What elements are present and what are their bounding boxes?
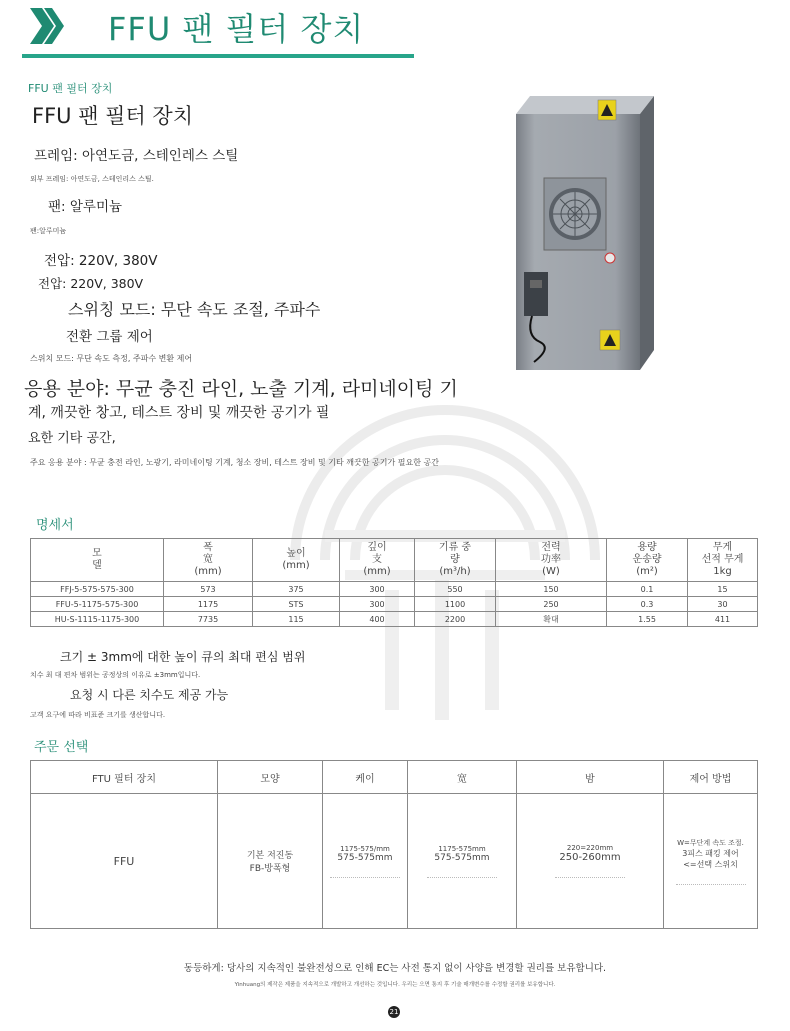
cell-depth: 400 bbox=[340, 612, 415, 627]
order-col-control: 제어 방법 bbox=[664, 761, 758, 794]
spec-col-depth: 깊이 支 (mm) bbox=[340, 539, 415, 582]
ffu-unit-image bbox=[508, 92, 670, 374]
order-col-width: 宽 bbox=[408, 761, 517, 794]
cell-model: HU-S-1115-1175-300 bbox=[31, 612, 164, 627]
intro-heading: FFU 팬 필터 장치 bbox=[32, 104, 193, 128]
cell-capacity: 0.3 bbox=[607, 597, 688, 612]
spec-voltage-2: 전압: 220V, 380V bbox=[38, 276, 144, 291]
cell-height: STS bbox=[253, 597, 340, 612]
cell-model: FFU-5-1175-575-300 bbox=[31, 597, 164, 612]
cell-height: 115 bbox=[253, 612, 340, 627]
height-option-1: 220=220mm bbox=[566, 844, 614, 852]
control-option-1: W=무단계 속도 조절. bbox=[677, 838, 744, 847]
width-option-1: 1175-575mm bbox=[438, 844, 486, 853]
custom-size-note: 요청 시 다른 치수도 제공 가능 bbox=[70, 688, 229, 702]
cell-width: 7735 bbox=[164, 612, 253, 627]
chevron-right-icon bbox=[28, 6, 68, 46]
order-col-unit: FTU 필터 장치 bbox=[31, 761, 218, 794]
spec-col-weight: 무게 선적 무게 1kg bbox=[688, 539, 758, 582]
cell-depth: 300 bbox=[340, 597, 415, 612]
cell-power: 250 bbox=[496, 597, 607, 612]
custom-size-note-small: 고객 요구에 따라 비표준 크기를 생산합니다. bbox=[30, 711, 166, 719]
footer-notice: 동등하게: 당사의 지속적인 불완전성으로 인해 EC는 사전 통지 없이 사양을 변경할 권리를 보유합니다. bbox=[183, 963, 607, 974]
cell-width: 1175 bbox=[164, 597, 253, 612]
order-col-height: 밤 bbox=[517, 761, 664, 794]
length-option-2: 575-575mm bbox=[337, 852, 393, 863]
order-header-row bbox=[31, 761, 758, 794]
spec-table bbox=[30, 538, 758, 627]
order-col-shape: 모양 bbox=[218, 761, 323, 794]
order-cell-shape bbox=[218, 794, 323, 929]
order-section-title: 주문 선택 bbox=[34, 740, 89, 755]
spec-col-width: 폭 宽 (mm) bbox=[164, 539, 253, 582]
order-col-length: 케이 bbox=[323, 761, 408, 794]
table-row bbox=[31, 794, 758, 929]
spec-fan-small: 팬:알루미늄 bbox=[30, 227, 67, 235]
title-divider bbox=[22, 54, 414, 58]
cell-weight: 30 bbox=[688, 597, 758, 612]
tolerance-note: 크기 ± 3mm에 대한 높이 큐의 최대 편심 범위 bbox=[60, 650, 306, 664]
cell-power: 확대 bbox=[496, 612, 607, 627]
divider bbox=[555, 877, 625, 878]
usage-line-3: 요한 기타 공간, bbox=[28, 431, 116, 446]
cell-airflow: 1100 bbox=[415, 597, 496, 612]
table-row bbox=[31, 597, 758, 612]
spec-switch-mode: 스위칭 모드: 무단 속도 조절, 주파수 bbox=[68, 300, 321, 319]
cell-capacity: 0.1 bbox=[607, 582, 688, 597]
footer-notice-small: Yinhuang의 제작은 제품을 지속적으로 개발하고 개선하는 것입니다. 우리는 으면 통지 후 기술 매개변수를 수정할 권리를 보유합니다. bbox=[234, 982, 556, 988]
cell-airflow: 550 bbox=[415, 582, 496, 597]
usage-line-2: 계, 깨끗한 창고, 테스트 장비 및 깨끗한 공기가 필 bbox=[28, 405, 330, 421]
control-option-2: 3피스 패킹 제어 bbox=[682, 848, 739, 858]
width-option-2: 575-575mm bbox=[434, 852, 490, 863]
length-option-1: 1175-575/mm bbox=[340, 844, 390, 853]
spec-col-height: 높이 (mm) bbox=[253, 539, 340, 582]
spec-col-power: 전력 功率 (W) bbox=[496, 539, 607, 582]
spec-frame: 프레임: 아연도금, 스테인레스 스틸 bbox=[34, 148, 239, 164]
order-cell-length bbox=[323, 794, 408, 929]
spec-col-model: 모 델 bbox=[31, 539, 164, 582]
table-row bbox=[31, 582, 758, 597]
order-cell-height bbox=[517, 794, 664, 929]
spec-switch-mode-2: 전환 그룹 제어 bbox=[66, 329, 153, 345]
cell-height: 375 bbox=[253, 582, 340, 597]
control-option-3: <=선택 스위치 bbox=[683, 859, 738, 869]
cell-weight: 411 bbox=[688, 612, 758, 627]
shape-option-basic: 기본 저진동 bbox=[246, 851, 294, 861]
cell-capacity: 1.55 bbox=[607, 612, 688, 627]
table-row bbox=[31, 612, 758, 627]
page-number: 21 bbox=[389, 1008, 399, 1016]
spec-fan: 팬: 알루미늄 bbox=[48, 199, 123, 215]
spec-header-row bbox=[31, 539, 758, 582]
cell-airflow: 2200 bbox=[415, 612, 496, 627]
spec-voltage: 전압: 220V, 380V bbox=[44, 253, 158, 269]
cell-depth: 300 bbox=[340, 582, 415, 597]
order-cell-width bbox=[408, 794, 517, 929]
height-option-2: 250-260mm bbox=[559, 852, 621, 863]
spec-frame-small: 외부 프레임: 아연도금, 스테인리스 스틸. bbox=[30, 175, 154, 183]
usage-small: 주요 응용 분야 : 무균 충전 라인, 노광기, 라미네이팅 기계, 청소 장비, 테스트 장비 및 기타 깨끗한 공기가 필요한 공간 bbox=[30, 458, 439, 467]
order-table bbox=[30, 760, 758, 929]
divider bbox=[330, 877, 400, 878]
cell-width: 573 bbox=[164, 582, 253, 597]
spec-col-airflow: 기류 중 량 (m³/h) bbox=[415, 539, 496, 582]
cell-weight: 15 bbox=[688, 582, 758, 597]
cell-power: 150 bbox=[496, 582, 607, 597]
divider bbox=[427, 877, 497, 878]
page-title: FFU 팬 필터 장치 bbox=[108, 10, 365, 48]
order-cell-control bbox=[664, 794, 758, 929]
spec-switch-small: 스위치 모드: 무단 속도 측정, 주파수 변환 제어 bbox=[30, 354, 193, 363]
spec-section-title: 명세서 bbox=[36, 518, 74, 533]
cell-model: FFJ-5-575-575-300 bbox=[31, 582, 164, 597]
usage-line-1: 응용 분야: 무균 충진 라인, 노출 기계, 라미네이팅 기 bbox=[24, 378, 458, 400]
spec-col-capacity: 용량 운송량 (m²) bbox=[607, 539, 688, 582]
shape-option-explosion-proof: FB-방폭형 bbox=[249, 864, 291, 874]
divider bbox=[676, 884, 746, 885]
order-cell-unit: FFU bbox=[31, 794, 218, 929]
intro-eyebrow: FFU 팬 필터 장치 bbox=[28, 82, 113, 95]
tolerance-note-small: 치수 최 대 편차 범위는 공정상의 이유로 ±3mm입니다. bbox=[30, 671, 201, 679]
